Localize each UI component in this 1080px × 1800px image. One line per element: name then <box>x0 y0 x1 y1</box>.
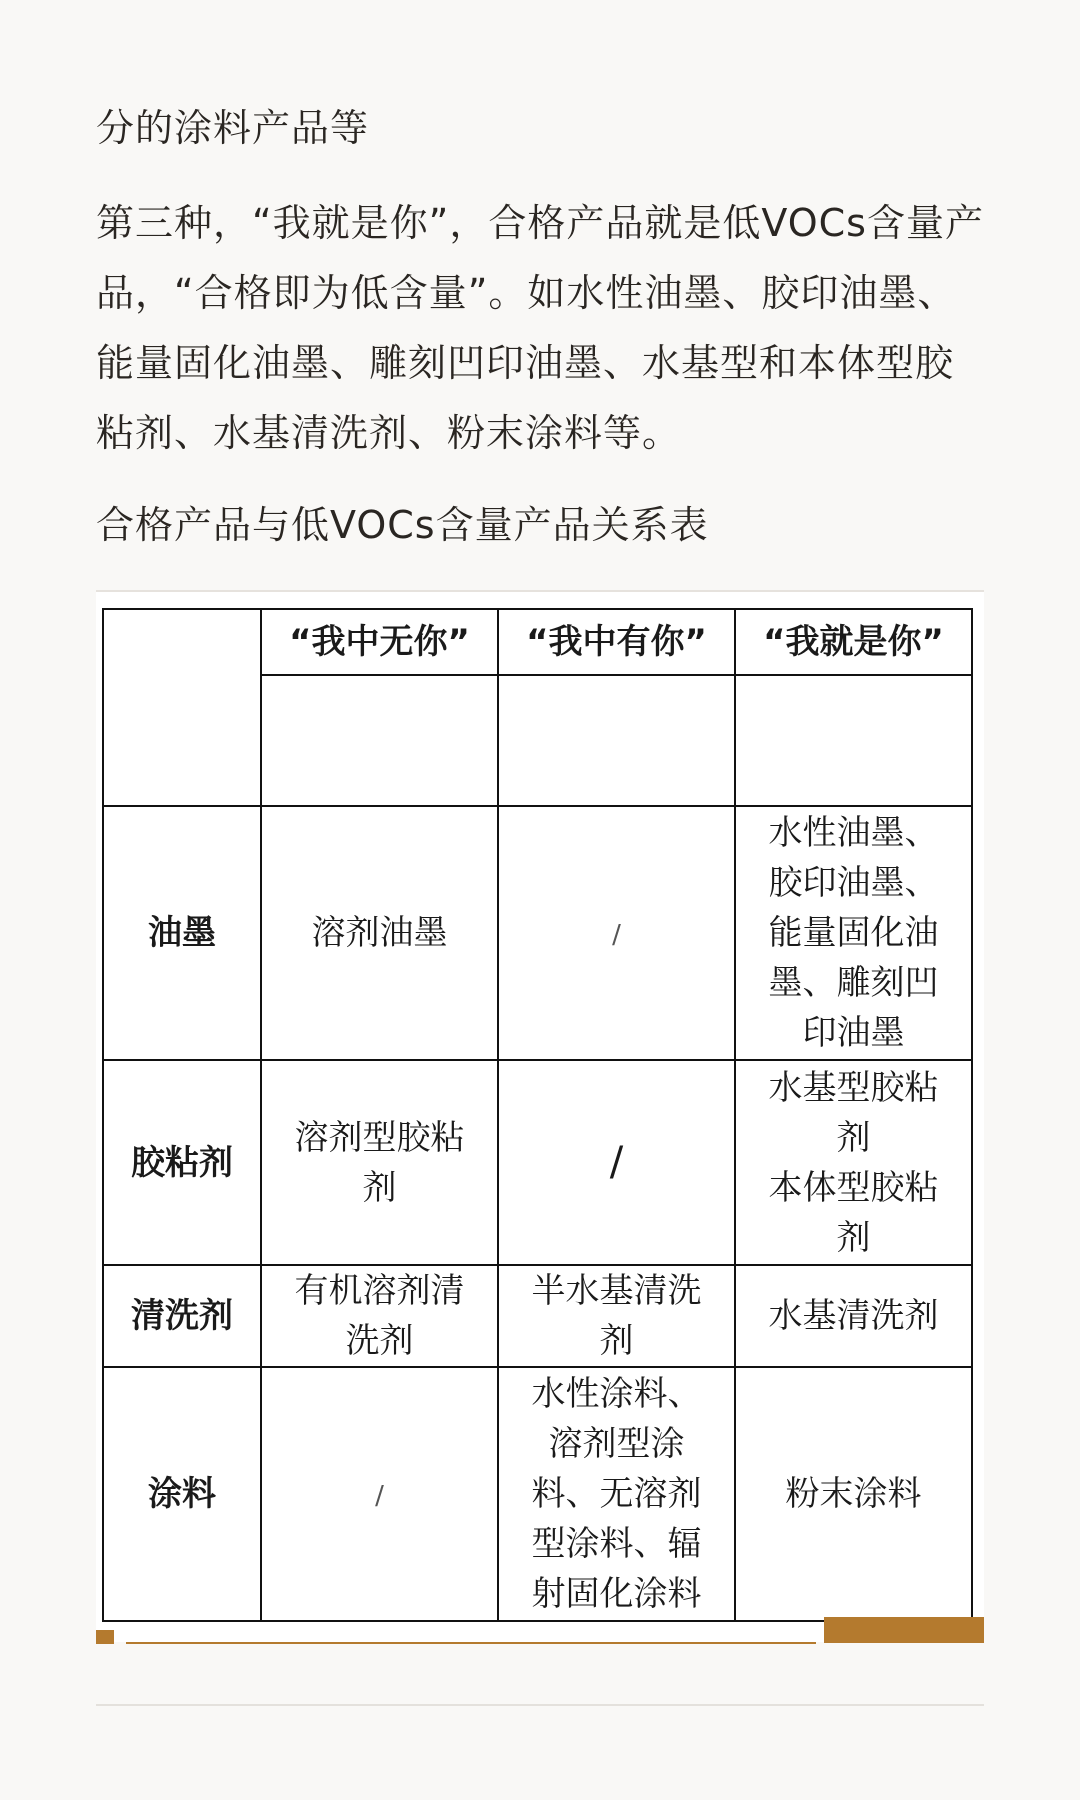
header-cell-2: “我中有你” <box>498 609 735 675</box>
row-label-coating: 涂料 <box>103 1367 261 1621</box>
cell-coating-c2: 水性涂料、 溶剂型涂 料、无溶剂 型涂料、辐 射固化涂料 <box>498 1367 735 1621</box>
cell-coating-c1 <box>261 1367 498 1621</box>
cell-cleaner-c3: 水基清洗剂 <box>735 1265 972 1367</box>
text-line-top: 分的涂料产品等 <box>96 106 370 150</box>
header-cell-3: “我就是你” <box>735 609 972 675</box>
table-header-row <box>103 609 972 675</box>
row-label-ink: 油墨 <box>103 806 261 1060</box>
row-label-adhesive: 胶粘剂 <box>103 1060 261 1265</box>
decor-square <box>96 1630 114 1644</box>
header-spacer-cell-1 <box>261 675 498 806</box>
cell-cleaner-c2: 半水基清洗 剂 <box>498 1265 735 1367</box>
cell-cleaner-c1: 有机溶剂清 洗剂 <box>261 1265 498 1367</box>
cell-coating-c3: 粉末涂料 <box>735 1367 972 1621</box>
cell-adhesive-c2 <box>498 1060 735 1265</box>
cell-coating-c1-text: / <box>375 1480 384 1511</box>
table-row <box>103 1060 972 1265</box>
header-cell-1: “我中无你” <box>261 609 498 675</box>
row-label-cleaner: 清洗剂 <box>103 1265 261 1367</box>
table-caption: 合格产品与低VOCs含量产品关系表 <box>96 503 709 547</box>
relation-table <box>102 608 973 1622</box>
table-row <box>103 1265 972 1367</box>
header-spacer-cell-2 <box>498 675 735 806</box>
paragraph-third-type: 第三种，“我就是你”，合格产品就是低VOCs含量产品，“合格即为低含量”。如水性油墨、胶印油墨、能量固化油墨、雕刻凹印油墨、水基型和本体型胶粘剂、水基清洗剂、粉末涂料等。 <box>96 201 984 455</box>
cell-ink-c2-text: / <box>612 919 621 950</box>
decor-block <box>824 1617 984 1643</box>
cell-adhesive-c3: 水基型胶粘 剂 本体型胶粘 剂 <box>735 1060 972 1265</box>
header-corner-cell <box>103 609 261 806</box>
table-card <box>96 590 984 1642</box>
table-row <box>103 806 972 1060</box>
cell-ink-c3: 水性油墨、 胶印油墨、 能量固化油 墨、雕刻凹 印油墨 <box>735 806 972 1060</box>
cell-ink-c2 <box>498 806 735 1060</box>
cell-adhesive-c2-text: / <box>609 1138 624 1185</box>
cell-adhesive-c1: 溶剂型胶粘 剂 <box>261 1060 498 1265</box>
bottom-divider <box>96 1704 984 1706</box>
decor-line <box>126 1642 816 1644</box>
cell-ink-c1: 溶剂油墨 <box>261 806 498 1060</box>
header-spacer-cell-3 <box>735 675 972 806</box>
table-row <box>103 1367 972 1621</box>
